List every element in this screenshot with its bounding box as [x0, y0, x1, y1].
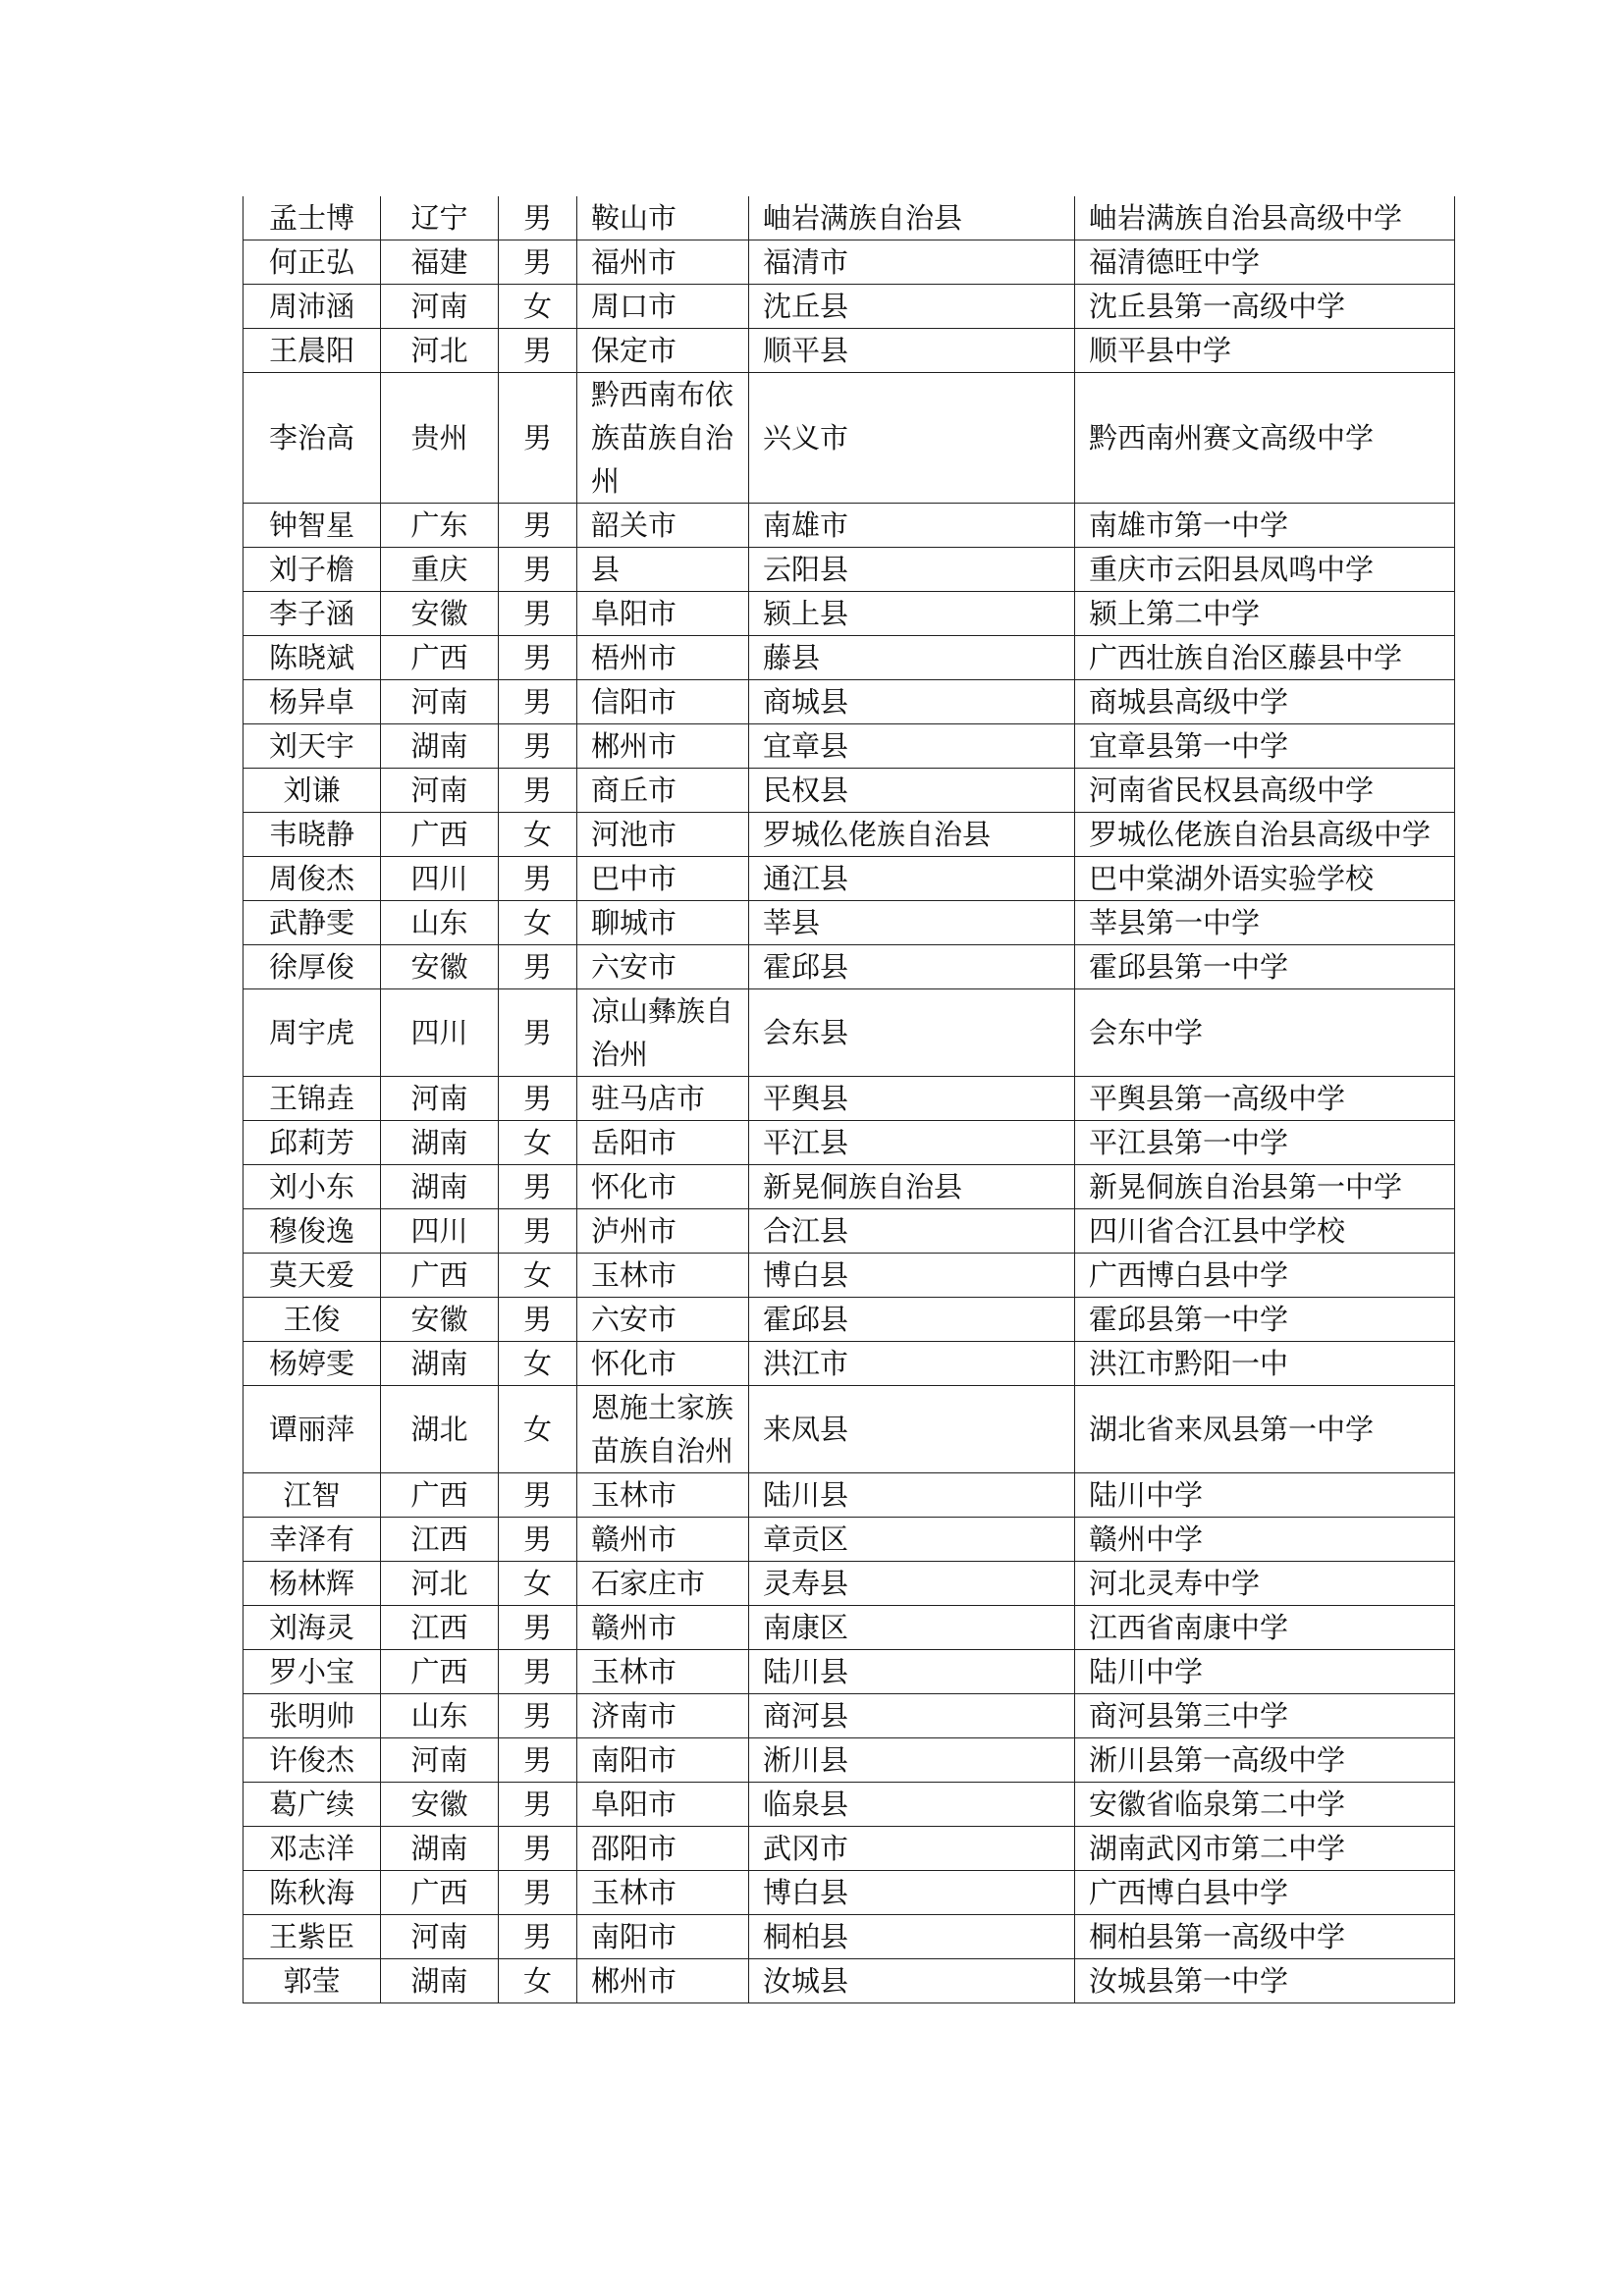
- city-cell: 六安市: [577, 1298, 749, 1342]
- student-name-cell: 杨林辉: [244, 1562, 381, 1606]
- county-cell: 新晃侗族自治县: [749, 1165, 1075, 1209]
- student-name-cell: 武静雯: [244, 901, 381, 945]
- county-cell: 霍邱县: [749, 945, 1075, 989]
- gender-cell: 男: [499, 196, 577, 240]
- gender-cell: 男: [499, 1738, 577, 1783]
- county-cell: 桐柏县: [749, 1915, 1075, 1959]
- table-row: [244, 1694, 1455, 1738]
- gender-cell: 男: [499, 548, 577, 592]
- gender-cell: 男: [499, 1165, 577, 1209]
- gender-cell: 女: [499, 1254, 577, 1298]
- table-row: [244, 1738, 1455, 1783]
- table-row: [244, 1650, 1455, 1694]
- table-row: [244, 945, 1455, 989]
- table-row: [244, 1473, 1455, 1518]
- table-row: [244, 1298, 1455, 1342]
- city-cell: 玉林市: [577, 1473, 749, 1518]
- county-cell: 南康区: [749, 1606, 1075, 1650]
- city-cell: 岳阳市: [577, 1121, 749, 1165]
- city-cell: 泸州市: [577, 1209, 749, 1254]
- gender-cell: 男: [499, 373, 577, 504]
- gender-cell: 男: [499, 1915, 577, 1959]
- school-cell: 莘县第一中学: [1075, 901, 1455, 945]
- student-name-cell: 穆俊逸: [244, 1209, 381, 1254]
- table-row: [244, 1562, 1455, 1606]
- gender-cell: 男: [499, 1694, 577, 1738]
- table-row: [244, 592, 1455, 636]
- gender-cell: 男: [499, 1871, 577, 1915]
- table-row: [244, 901, 1455, 945]
- province-cell: 广东: [381, 504, 499, 548]
- county-cell: 顺平县: [749, 329, 1075, 373]
- county-cell: 岫岩满族自治县: [749, 196, 1075, 240]
- city-cell: 南阳市: [577, 1915, 749, 1959]
- student-name-cell: 葛广续: [244, 1783, 381, 1827]
- city-cell: 商丘市: [577, 769, 749, 813]
- table-row: [244, 1077, 1455, 1121]
- table-row: [244, 1209, 1455, 1254]
- city-cell: 韶关市: [577, 504, 749, 548]
- student-name-cell: 徐厚俊: [244, 945, 381, 989]
- province-cell: 广西: [381, 1871, 499, 1915]
- gender-cell: 男: [499, 636, 577, 680]
- city-cell: 阜阳市: [577, 592, 749, 636]
- student-name-cell: 钟智星: [244, 504, 381, 548]
- student-name-cell: 莫天爱: [244, 1254, 381, 1298]
- county-cell: 云阳县: [749, 548, 1075, 592]
- table-row: [244, 989, 1455, 1077]
- table-row: [244, 636, 1455, 680]
- county-cell: 临泉县: [749, 1783, 1075, 1827]
- student-name-cell: 谭丽萍: [244, 1386, 381, 1473]
- county-cell: 章贡区: [749, 1518, 1075, 1562]
- city-cell: 恩施土家族苗族自治州: [577, 1386, 749, 1473]
- province-cell: 河南: [381, 1077, 499, 1121]
- table-row: [244, 373, 1455, 504]
- province-cell: 四川: [381, 1209, 499, 1254]
- student-name-cell: 王晨阳: [244, 329, 381, 373]
- student-name-cell: 李治高: [244, 373, 381, 504]
- province-cell: 广西: [381, 636, 499, 680]
- province-cell: 湖北: [381, 1386, 499, 1473]
- county-cell: 陆川县: [749, 1650, 1075, 1694]
- county-cell: 会东县: [749, 989, 1075, 1077]
- table-row: [244, 1342, 1455, 1386]
- province-cell: 安徽: [381, 592, 499, 636]
- city-cell: 梧州市: [577, 636, 749, 680]
- student-name-cell: 陈秋海: [244, 1871, 381, 1915]
- school-cell: 河北灵寿中学: [1075, 1562, 1455, 1606]
- school-cell: 湖南武冈市第二中学: [1075, 1827, 1455, 1871]
- student-name-cell: 刘天宇: [244, 724, 381, 769]
- gender-cell: 男: [499, 1209, 577, 1254]
- province-cell: 安徽: [381, 1298, 499, 1342]
- school-cell: 赣州中学: [1075, 1518, 1455, 1562]
- county-cell: 通江县: [749, 857, 1075, 901]
- student-name-cell: 邱莉芳: [244, 1121, 381, 1165]
- gender-cell: 女: [499, 813, 577, 857]
- student-name-cell: 刘小东: [244, 1165, 381, 1209]
- province-cell: 江西: [381, 1518, 499, 1562]
- school-cell: 巴中棠湖外语实验学校: [1075, 857, 1455, 901]
- province-cell: 湖南: [381, 1121, 499, 1165]
- table-row: [244, 680, 1455, 724]
- gender-cell: 男: [499, 1473, 577, 1518]
- city-cell: 鞍山市: [577, 196, 749, 240]
- county-cell: 沈丘县: [749, 285, 1075, 329]
- county-cell: 罗城仫佬族自治县: [749, 813, 1075, 857]
- student-name-cell: 罗小宝: [244, 1650, 381, 1694]
- school-cell: 黔西南州赛文高级中学: [1075, 373, 1455, 504]
- school-cell: 重庆市云阳县凤鸣中学: [1075, 548, 1455, 592]
- county-cell: 颍上县: [749, 592, 1075, 636]
- city-cell: 阜阳市: [577, 1783, 749, 1827]
- school-cell: 新晃侗族自治县第一中学: [1075, 1165, 1455, 1209]
- province-cell: 广西: [381, 1650, 499, 1694]
- student-name-cell: 孟士博: [244, 196, 381, 240]
- student-name-cell: 周宇虎: [244, 989, 381, 1077]
- county-cell: 武冈市: [749, 1827, 1075, 1871]
- school-cell: 沈丘县第一高级中学: [1075, 285, 1455, 329]
- table-row: [244, 1827, 1455, 1871]
- table-row: [244, 857, 1455, 901]
- table-row: [244, 1959, 1455, 2003]
- city-cell: 驻马店市: [577, 1077, 749, 1121]
- gender-cell: 男: [499, 680, 577, 724]
- school-cell: 湖北省来凤县第一中学: [1075, 1386, 1455, 1473]
- city-cell: 赣州市: [577, 1518, 749, 1562]
- table-row: [244, 504, 1455, 548]
- table-row: [244, 1121, 1455, 1165]
- city-cell: 周口市: [577, 285, 749, 329]
- province-cell: 重庆: [381, 548, 499, 592]
- student-name-cell: 陈晓斌: [244, 636, 381, 680]
- student-name-cell: 张明帅: [244, 1694, 381, 1738]
- school-cell: 陆川中学: [1075, 1650, 1455, 1694]
- school-cell: 桐柏县第一高级中学: [1075, 1915, 1455, 1959]
- gender-cell: 男: [499, 945, 577, 989]
- table-row: [244, 724, 1455, 769]
- county-cell: 藤县: [749, 636, 1075, 680]
- student-name-cell: 幸泽有: [244, 1518, 381, 1562]
- school-cell: 霍邱县第一中学: [1075, 945, 1455, 989]
- student-name-cell: 刘海灵: [244, 1606, 381, 1650]
- student-name-cell: 郭莹: [244, 1959, 381, 2003]
- county-cell: 霍邱县: [749, 1298, 1075, 1342]
- county-cell: 商城县: [749, 680, 1075, 724]
- province-cell: 湖南: [381, 1165, 499, 1209]
- student-name-cell: 江智: [244, 1473, 381, 1518]
- county-cell: 南雄市: [749, 504, 1075, 548]
- student-name-cell: 王紫臣: [244, 1915, 381, 1959]
- province-cell: 四川: [381, 857, 499, 901]
- province-cell: 广西: [381, 1254, 499, 1298]
- county-cell: 淅川县: [749, 1738, 1075, 1783]
- city-cell: 巴中市: [577, 857, 749, 901]
- gender-cell: 女: [499, 1386, 577, 1473]
- province-cell: 河南: [381, 1738, 499, 1783]
- province-cell: 河南: [381, 680, 499, 724]
- school-cell: 淅川县第一高级中学: [1075, 1738, 1455, 1783]
- school-cell: 河南省民权县高级中学: [1075, 769, 1455, 813]
- gender-cell: 女: [499, 1121, 577, 1165]
- student-name-cell: 邓志洋: [244, 1827, 381, 1871]
- province-cell: 江西: [381, 1606, 499, 1650]
- gender-cell: 男: [499, 1827, 577, 1871]
- school-cell: 会东中学: [1075, 989, 1455, 1077]
- gender-cell: 男: [499, 592, 577, 636]
- province-cell: 安徽: [381, 945, 499, 989]
- province-cell: 河南: [381, 285, 499, 329]
- city-cell: 信阳市: [577, 680, 749, 724]
- student-name-cell: 杨异卓: [244, 680, 381, 724]
- county-cell: 宜章县: [749, 724, 1075, 769]
- city-cell: 怀化市: [577, 1342, 749, 1386]
- table-row: [244, 285, 1455, 329]
- city-cell: 县: [577, 548, 749, 592]
- gender-cell: 男: [499, 724, 577, 769]
- table-row: [244, 769, 1455, 813]
- city-cell: 黔西南布依族苗族自治州: [577, 373, 749, 504]
- province-cell: 四川: [381, 989, 499, 1077]
- school-cell: 广西博白县中学: [1075, 1254, 1455, 1298]
- province-cell: 湖南: [381, 724, 499, 769]
- city-cell: 郴州市: [577, 724, 749, 769]
- school-cell: 洪江市黔阳一中: [1075, 1342, 1455, 1386]
- gender-cell: 女: [499, 1342, 577, 1386]
- table-row: [244, 1254, 1455, 1298]
- table-row: [244, 1783, 1455, 1827]
- city-cell: 玉林市: [577, 1254, 749, 1298]
- city-cell: 南阳市: [577, 1738, 749, 1783]
- county-cell: 灵寿县: [749, 1562, 1075, 1606]
- school-cell: 安徽省临泉第二中学: [1075, 1783, 1455, 1827]
- student-name-cell: 何正弘: [244, 240, 381, 285]
- student-name-cell: 王锦垚: [244, 1077, 381, 1121]
- school-cell: 四川省合江县中学校: [1075, 1209, 1455, 1254]
- province-cell: 湖南: [381, 1342, 499, 1386]
- table-row: [244, 813, 1455, 857]
- province-cell: 河北: [381, 329, 499, 373]
- gender-cell: 男: [499, 1298, 577, 1342]
- county-cell: 民权县: [749, 769, 1075, 813]
- province-cell: 山东: [381, 901, 499, 945]
- province-cell: 河北: [381, 1562, 499, 1606]
- gender-cell: 女: [499, 1562, 577, 1606]
- school-cell: 福清德旺中学: [1075, 240, 1455, 285]
- province-cell: 湖南: [381, 1827, 499, 1871]
- county-cell: 福清市: [749, 240, 1075, 285]
- city-cell: 玉林市: [577, 1871, 749, 1915]
- table-row: [244, 1871, 1455, 1915]
- province-cell: 山东: [381, 1694, 499, 1738]
- gender-cell: 男: [499, 769, 577, 813]
- province-cell: 福建: [381, 240, 499, 285]
- city-cell: 邵阳市: [577, 1827, 749, 1871]
- county-cell: 博白县: [749, 1871, 1075, 1915]
- county-cell: 莘县: [749, 901, 1075, 945]
- school-cell: 广西博白县中学: [1075, 1871, 1455, 1915]
- province-cell: 广西: [381, 1473, 499, 1518]
- table-row: [244, 548, 1455, 592]
- province-cell: 辽宁: [381, 196, 499, 240]
- table-row: [244, 240, 1455, 285]
- table-row: [244, 1518, 1455, 1562]
- school-cell: 商城县高级中学: [1075, 680, 1455, 724]
- student-name-cell: 许俊杰: [244, 1738, 381, 1783]
- county-cell: 汝城县: [749, 1959, 1075, 2003]
- gender-cell: 男: [499, 1518, 577, 1562]
- student-name-cell: 周沛涵: [244, 285, 381, 329]
- school-cell: 霍邱县第一中学: [1075, 1298, 1455, 1342]
- school-cell: 颍上第二中学: [1075, 592, 1455, 636]
- city-cell: 郴州市: [577, 1959, 749, 2003]
- student-name-cell: 刘谦: [244, 769, 381, 813]
- student-roster-table: [243, 196, 1455, 2003]
- city-cell: 济南市: [577, 1694, 749, 1738]
- province-cell: 河南: [381, 769, 499, 813]
- student-name-cell: 杨婷雯: [244, 1342, 381, 1386]
- school-cell: 陆川中学: [1075, 1473, 1455, 1518]
- table-row: [244, 1386, 1455, 1473]
- county-cell: 洪江市: [749, 1342, 1075, 1386]
- table-row: [244, 1606, 1455, 1650]
- school-cell: 平舆县第一高级中学: [1075, 1077, 1455, 1121]
- gender-cell: 男: [499, 857, 577, 901]
- county-cell: 商河县: [749, 1694, 1075, 1738]
- city-cell: 六安市: [577, 945, 749, 989]
- gender-cell: 男: [499, 504, 577, 548]
- school-cell: 岫岩满族自治县高级中学: [1075, 196, 1455, 240]
- roster-body: [244, 196, 1455, 2003]
- province-cell: 广西: [381, 813, 499, 857]
- student-name-cell: 周俊杰: [244, 857, 381, 901]
- school-cell: 宜章县第一中学: [1075, 724, 1455, 769]
- gender-cell: 男: [499, 240, 577, 285]
- city-cell: 石家庄市: [577, 1562, 749, 1606]
- school-cell: 顺平县中学: [1075, 329, 1455, 373]
- student-name-cell: 刘子檐: [244, 548, 381, 592]
- table-row: [244, 329, 1455, 373]
- province-cell: 贵州: [381, 373, 499, 504]
- school-cell: 平江县第一中学: [1075, 1121, 1455, 1165]
- student-name-cell: 王俊: [244, 1298, 381, 1342]
- city-cell: 聊城市: [577, 901, 749, 945]
- gender-cell: 男: [499, 1650, 577, 1694]
- city-cell: 怀化市: [577, 1165, 749, 1209]
- school-cell: 汝城县第一中学: [1075, 1959, 1455, 2003]
- city-cell: 玉林市: [577, 1650, 749, 1694]
- city-cell: 赣州市: [577, 1606, 749, 1650]
- province-cell: 湖南: [381, 1959, 499, 2003]
- school-cell: 罗城仫佬族自治县高级中学: [1075, 813, 1455, 857]
- city-cell: 凉山彝族自治州: [577, 989, 749, 1077]
- city-cell: 保定市: [577, 329, 749, 373]
- gender-cell: 男: [499, 1077, 577, 1121]
- city-cell: 福州市: [577, 240, 749, 285]
- gender-cell: 男: [499, 989, 577, 1077]
- table-row: [244, 1915, 1455, 1959]
- gender-cell: 女: [499, 285, 577, 329]
- school-cell: 南雄市第一中学: [1075, 504, 1455, 548]
- gender-cell: 男: [499, 1783, 577, 1827]
- student-name-cell: 李子涵: [244, 592, 381, 636]
- student-name-cell: 韦晓静: [244, 813, 381, 857]
- province-cell: 河南: [381, 1915, 499, 1959]
- school-cell: 广西壮族自治区藤县中学: [1075, 636, 1455, 680]
- gender-cell: 男: [499, 1606, 577, 1650]
- county-cell: 陆川县: [749, 1473, 1075, 1518]
- county-cell: 平舆县: [749, 1077, 1075, 1121]
- table-row: [244, 196, 1455, 240]
- school-cell: 商河县第三中学: [1075, 1694, 1455, 1738]
- table-row: [244, 1165, 1455, 1209]
- province-cell: 安徽: [381, 1783, 499, 1827]
- county-cell: 合江县: [749, 1209, 1075, 1254]
- city-cell: 河池市: [577, 813, 749, 857]
- county-cell: 兴义市: [749, 373, 1075, 504]
- gender-cell: 女: [499, 1959, 577, 2003]
- county-cell: 来凤县: [749, 1386, 1075, 1473]
- county-cell: 博白县: [749, 1254, 1075, 1298]
- county-cell: 平江县: [749, 1121, 1075, 1165]
- gender-cell: 女: [499, 901, 577, 945]
- gender-cell: 男: [499, 329, 577, 373]
- school-cell: 江西省南康中学: [1075, 1606, 1455, 1650]
